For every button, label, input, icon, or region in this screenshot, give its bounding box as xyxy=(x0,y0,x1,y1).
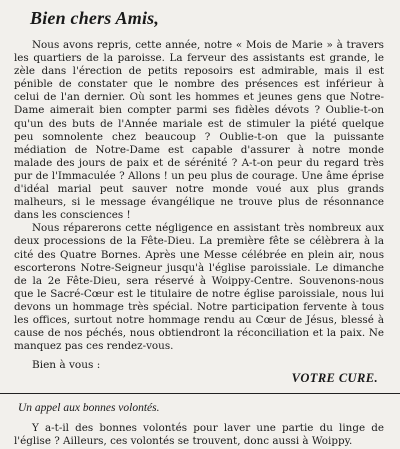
appeal-title: Un appel aux bonnes volontés. xyxy=(18,402,160,415)
letter-closing: Bien à vous : xyxy=(32,359,101,372)
appeal-text: Y a-t-il des bonnes volontés pour laver une partie du linge de l'église ? Ailleurs, ces volontés se trouvent, donc aussi à Woippy. xyxy=(14,422,384,448)
letter-paragraph-2: Nous réparerons cette négligence en assistant très nombreux aux deux processions de la Fête-Dieu. La première fête se célèbrera à la cité des Quatre Bornes. Après une Messe célébrée en plein air, nous escorterons Notre-Seigneur jusqu'à l'église paroissiale. Le dimanche de la 2e Fête-Dieu, sera réservé à Woippy-Centre. Souvenons-nous que le Sacré-Cœur est le titulaire de notre église paroissiale, nous lui devons un hommage très spécial. Notre participation fervente à tous les offices, surtout notre hommage rendu au Cœur de Jésus, blessé à cause de nos péchés, nous obtiendront la réconciliation et la paix. Ne manquez pas ces rendez-vous. xyxy=(14,222,384,353)
letter-paragraph-1: Nous avons repris, cette année, notre « Mois de Marie » à travers les quartiers de la paroisse. La ferveur des assistants est grande, le zèle dans l'érection de petits reposoirs est admirable, mais il est pénible de constater que le nombre des présences est inférieur à celui de l'an dernier. Où sont les hommes et jeunes gens que Notre-Dame aimerait bien compter parmi ses fidèles dévots ? Oublie-t-on qu'un des buts de l'Année mariale est de stimuler la piété quelque peu somnolente chez beaucoup ? Oublie-t-on que la puissante médiation de Notre-Dame est capable d'assurer à notre monde malade des jours de paix et de sérénité ? A-t-on peur du regard très pur de l'Immaculée ? Allons ! un peu plus de courage. Une âme éprise d'idéal marial peut sauver notre monde voué aux plus grands malheurs, si le message évangélique ne trouve plus de résonnance dans les consciences ! xyxy=(14,39,384,222)
section-divider xyxy=(0,393,400,394)
letter-greeting: Bien chers Amis, xyxy=(30,8,160,28)
letter-signature: VOTRE CURE. xyxy=(291,371,378,386)
